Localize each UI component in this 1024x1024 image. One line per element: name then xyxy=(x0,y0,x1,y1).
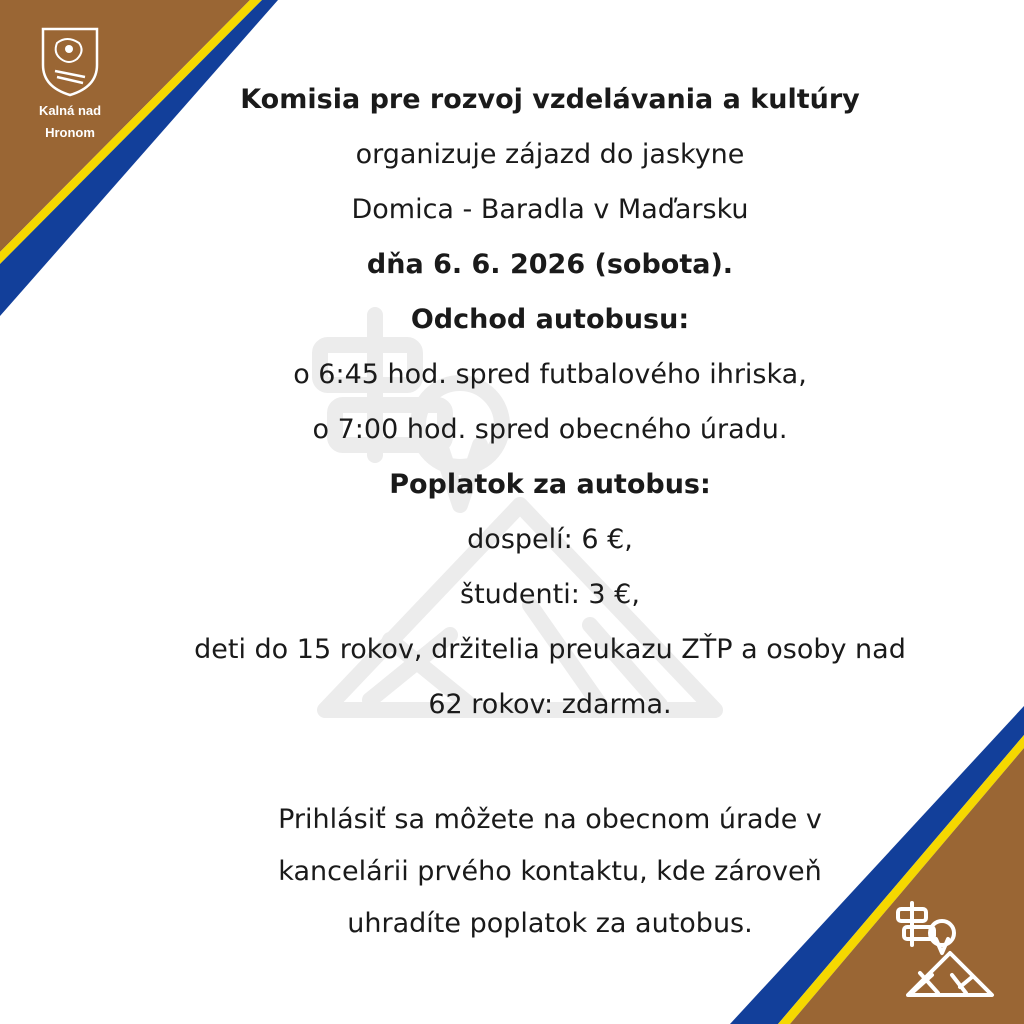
notice-text xyxy=(100,72,1000,950)
notice-heading: Komisia pre rozvoj vzdelávania a kultúry xyxy=(240,84,860,115)
signup-line3: uhradíte poplatok za autobus. xyxy=(347,908,753,939)
town-name-line2: Hronom xyxy=(45,125,95,140)
signup-line2: kancelárii prvého kontaktu, kde zároveň xyxy=(278,856,822,887)
coat-of-arms-icon xyxy=(39,25,101,97)
fee-free-line1: deti do 15 rokov, držitelia preukazu ZŤP a osoby nad xyxy=(194,634,906,665)
paragraph-gap xyxy=(100,732,1000,794)
town-name-line1: Kalná nad xyxy=(38,103,102,118)
departure-line1: o 6:45 hod. spred futbalového ihriska, xyxy=(293,359,807,390)
trip-line1: organizuje zájazd do jaskyne xyxy=(355,139,745,170)
fee-students: študenti: 3 €, xyxy=(460,579,640,610)
fee-title: Poplatok za autobus: xyxy=(389,469,711,500)
departure-title: Odchod autobusu: xyxy=(410,304,690,335)
departure-line2: o 7:00 hod. spred obecného úradu. xyxy=(312,414,788,445)
fee-adults: dospelí: 6 €, xyxy=(467,524,633,555)
signpost-mountain-icon xyxy=(890,895,1000,1005)
trip-line2: Domica - Baradla v Maďarsku xyxy=(351,194,749,225)
trip-date: dňa 6. 6. 2026 (sobota). xyxy=(366,249,734,280)
fee-free-line2: 62 rokov: zdarma. xyxy=(428,689,672,720)
signup-line1: Prihlásiť sa môžete na obecnom úrade v xyxy=(278,804,822,835)
